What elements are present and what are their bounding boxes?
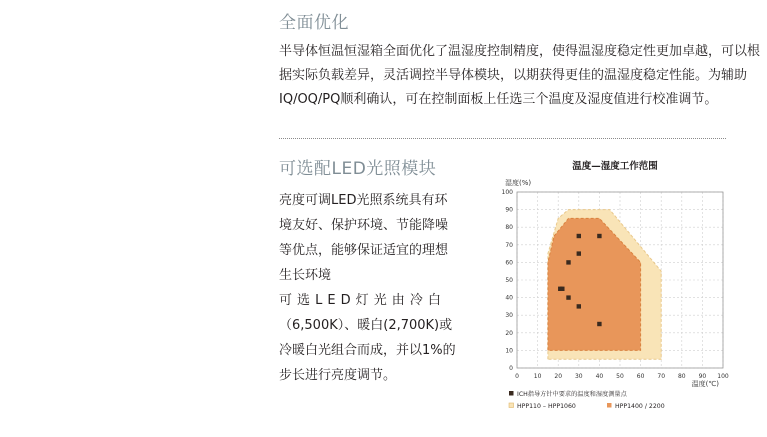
section-title-led: 可选配LED光照模块 xyxy=(279,159,437,179)
y-tick-label: 100 xyxy=(501,189,513,196)
y-tick-label: 90 xyxy=(505,206,513,214)
chart-title: 温度—湿度工作范围 xyxy=(572,161,658,172)
optimization-paragraph xyxy=(279,40,761,112)
measurement-point xyxy=(560,287,564,291)
y-tick-label: 40 xyxy=(505,294,513,302)
spaced-char: L xyxy=(315,293,323,308)
legend-region-marker xyxy=(509,403,514,408)
paragraph-line: 亮度可调LED光照系统具有环 xyxy=(279,193,448,208)
measurement-point xyxy=(577,251,581,255)
spaced-char: E xyxy=(327,293,336,308)
legend-region-label: HPP110 – HPP1060 xyxy=(517,403,576,410)
dotted-divider xyxy=(279,138,726,139)
spaced-char: 白 xyxy=(427,293,441,308)
spaced-char: 可 xyxy=(279,293,293,308)
section-title-optimization: 全面优化 xyxy=(279,13,349,33)
y-tick-label: 30 xyxy=(505,312,513,320)
x-tick-label: 50 xyxy=(616,373,624,380)
y-tick-label: 70 xyxy=(505,241,513,249)
spaced-char: 由 xyxy=(391,293,405,308)
x-tick-label: 90 xyxy=(698,373,707,380)
legend-region-marker xyxy=(607,403,612,408)
paragraph-line: 步长进行亮度调节。 xyxy=(279,368,397,383)
x-tick-label: 100 xyxy=(717,373,729,380)
paragraph-line: 据实际负载差异，灵活调控半导体模块，以期获得更佳的温湿度稳定性能。为辅助 xyxy=(279,68,748,83)
spaced-char: 灯 xyxy=(355,293,369,308)
x-tick-label: 20 xyxy=(554,373,563,380)
legend-region-label: HPP1400 / 2200 xyxy=(615,403,665,410)
measurement-point xyxy=(597,322,601,326)
chart-legend xyxy=(509,390,665,410)
measurement-point xyxy=(577,304,581,308)
paragraph-line: 境友好、保护环境、节能降噪 xyxy=(279,218,449,233)
legend-point-marker xyxy=(509,391,514,396)
y-tick-label: 80 xyxy=(505,224,513,232)
legend-point-label: ICH指导方针中要求的温度和湿度测量点 xyxy=(517,391,627,398)
y-tick-label: 60 xyxy=(505,259,513,267)
temperature-humidity-chart xyxy=(495,150,735,433)
spaced-char: 冷 xyxy=(409,293,423,308)
y-tick-label: 0 xyxy=(509,365,513,372)
spaced-char: D xyxy=(340,293,351,308)
x-axis-label: 温度(℃) xyxy=(691,380,719,388)
measurement-point xyxy=(597,234,601,238)
x-tick-label: 40 xyxy=(595,373,604,380)
x-tick-label: 10 xyxy=(533,373,542,380)
x-tick-label: 70 xyxy=(657,373,666,380)
y-axis-label: 湿度(%) xyxy=(505,179,532,187)
x-tick-label: 0 xyxy=(515,373,519,380)
paragraph-line: 冷暖白光组合而成，并以1%的 xyxy=(279,343,456,358)
paragraph-line: （6,500K）、暖白(2,700K)或 xyxy=(279,318,453,333)
x-tick-label: 30 xyxy=(574,373,583,380)
spaced-char: 选 xyxy=(297,293,311,308)
measurement-point xyxy=(566,260,570,264)
chart-regions xyxy=(548,210,661,360)
paragraph-line: IQ/OQ/PQ顺利确认，可在控制面板上任选三个温度及湿度值进行校准调节。 xyxy=(279,92,718,107)
x-tick-label: 60 xyxy=(636,373,645,380)
y-tick-label: 50 xyxy=(505,277,513,284)
spaced-char: 光 xyxy=(373,293,387,308)
y-tick-label: 20 xyxy=(505,329,513,337)
y-tick-label: 10 xyxy=(505,347,513,355)
measurement-point xyxy=(577,234,581,238)
paragraph-line: 半导体恒温恒湿箱全面优化了温湿度控制精度，使得温湿度稳定性更加卓越，可以根 xyxy=(279,44,761,59)
paragraph-line: 生长环境 xyxy=(279,268,332,283)
x-tick-label: 80 xyxy=(677,373,686,380)
led-paragraph xyxy=(279,188,456,388)
measurement-point xyxy=(566,295,570,299)
paragraph-line-spaced xyxy=(279,288,441,313)
chart-svg xyxy=(495,150,735,433)
paragraph-line: 等优点，能够保证适宜的理想 xyxy=(279,243,449,258)
